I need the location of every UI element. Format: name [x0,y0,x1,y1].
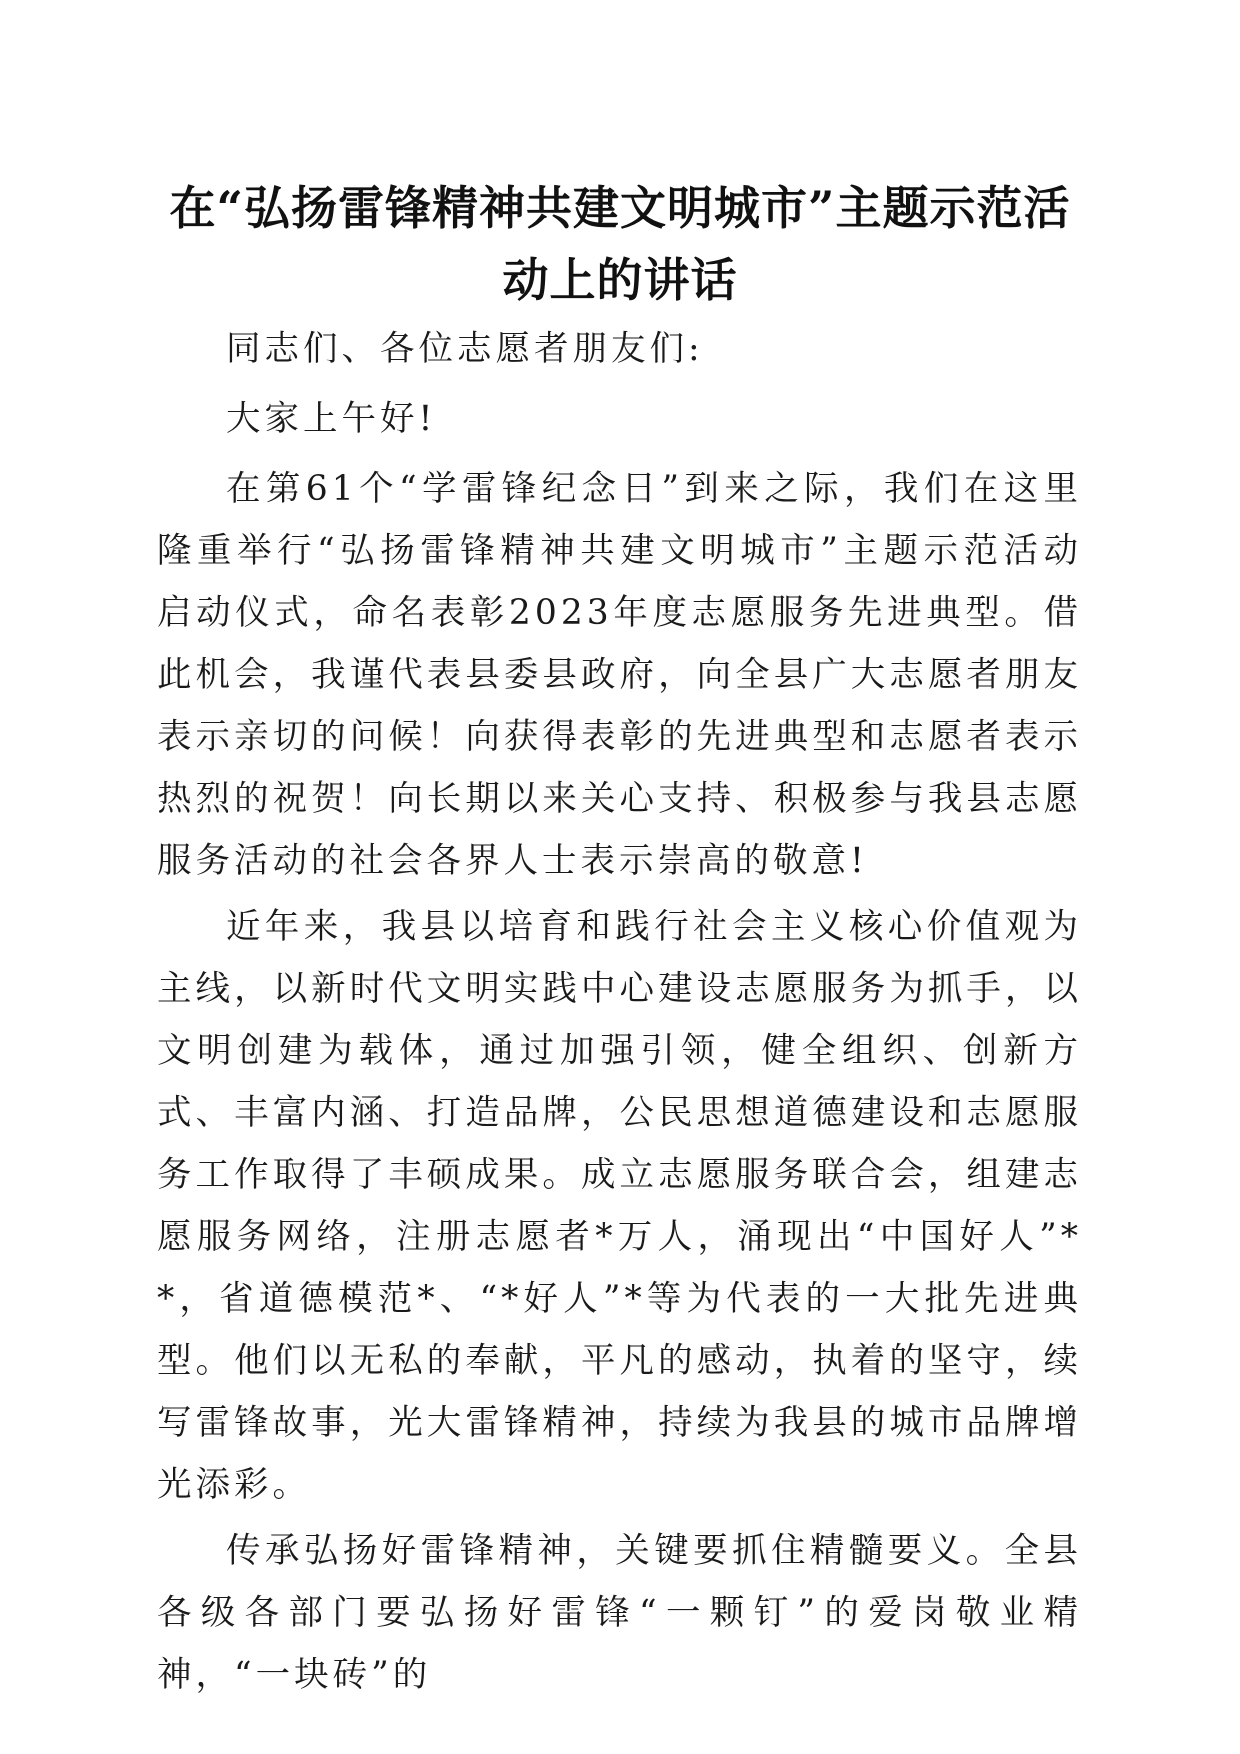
document-title: 在“弘扬雷锋精神共建文明城市”主题示范活动上的讲话 [169,181,1071,307]
paragraph-2: 近年来，我县以培育和践行社会主义核心价值观为主线，以新时代文明实践中心建设志愿服务为抓手，以文明创建为载体，通过加强引领，健全组织、创新方式、丰富内涵、打造品牌，公民思想道德建设和志愿服务工作取得了丰硕成果。成立志愿服务联合会，组建志愿服务网络，注册志愿者*万人，涌现出“中国好人”**，省道德模范*、“*好人”*等为代表的一大批先进典型。他们以无私的奉献，平凡的感动，执着的坚守，续写雷锋故事，光大雷锋精神，持续为我县的城市品牌增光添彩。 [157,907,1082,1505]
paragraph-1: 在第61个“学雷锋纪念日”到来之际，我们在这里隆重举行“弘扬雷锋精神共建文明城市”主题示范活动启动仪式，命名表彰2023年度志愿服务先进典型。借此机会，我谨代表县委县政府，向全县广大志愿者朋友表示亲切的问候！向获得表彰的先进典型和志愿者表示热烈的祝贺！向长期以来关心支持、积极参与我县志愿服务活动的社会各界人士表示崇高的敬意! [157,469,1082,881]
paragraph-3: 传承弘扬好雷锋精神，关键要抓住精髓要义。全县各级各部门要弘扬好雷锋“一颗钉”的爱岗敬业精神，“一块砖”的 [157,1531,1082,1695]
salutation: 同志们、各位志愿者朋友们: [226,329,704,369]
greeting: 大家上午好! [226,399,437,439]
document-body [157,318,1082,1710]
